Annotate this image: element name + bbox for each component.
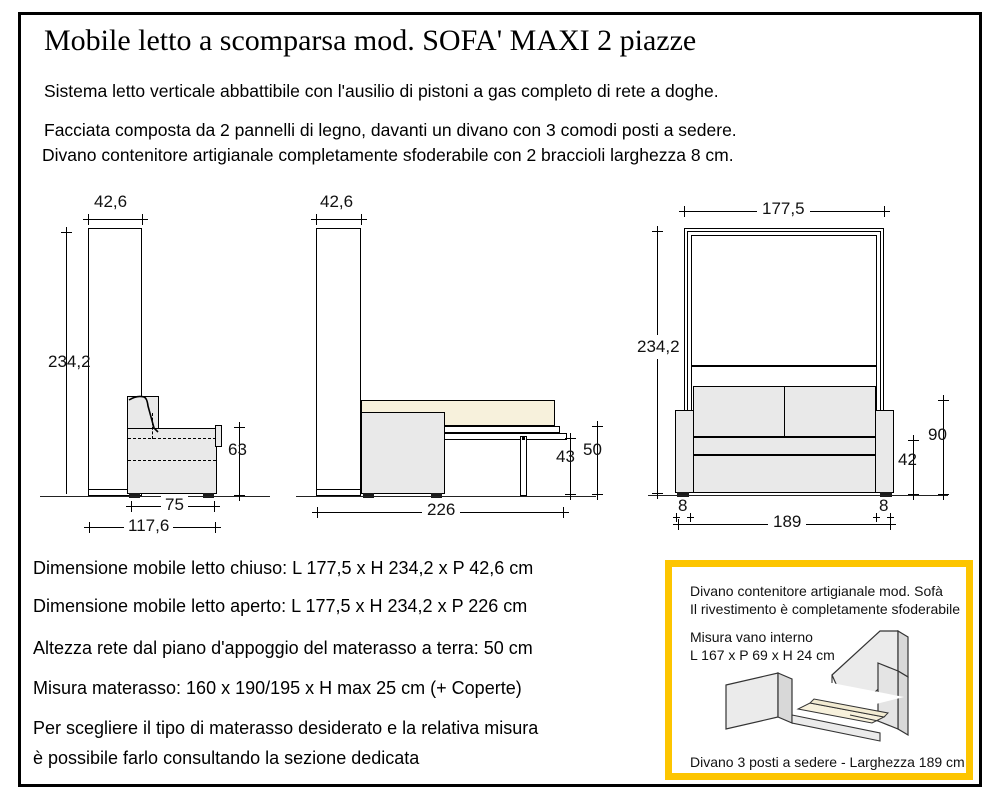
dim-label-cabinet-depth-closed: 42,6 <box>94 192 128 211</box>
dim-label-mattress-support-height: 50 <box>583 440 602 459</box>
header-line-3: Divano contenitore artigianale completamente sfoderabile con 2 braccioli larghezza 8 cm. <box>42 145 734 165</box>
dim-tick <box>938 489 949 500</box>
dim-label-cabinet-width: 177,5 <box>757 199 810 219</box>
info-line-2: Il rivestimento è completamente sfoderabile <box>690 601 961 617</box>
sofa-seat-cushion-upper <box>693 437 876 455</box>
spec-line-6: è possibile farlo consultando la sezione dedicata <box>33 748 420 768</box>
dim-tick <box>908 435 919 446</box>
page-title: Mobile letto a scomparsa mod. SOFA' MAXI 2 piazze <box>44 24 697 57</box>
info-line-4: L 167 x P 69 x H 24 cm <box>690 647 835 663</box>
spec-line-4: Misura materasso: 160 x 190/195 x H max 25 cm (+ Coperte) <box>33 678 522 698</box>
dim-label-sofa-height-front: 90 <box>928 425 947 444</box>
info-line-1: Divano contenitore artigianale mod. Sofà <box>690 583 943 599</box>
dim-label-armrest-left: 8 <box>678 496 688 515</box>
dim-tick <box>652 226 663 237</box>
wood-panel-upper-front <box>691 235 877 366</box>
dim-tick <box>679 206 690 217</box>
dim-label-sofa-width: 189 <box>768 512 806 532</box>
dim-label-armrest-right: 8 <box>879 496 889 515</box>
sofa-back-cushion-left <box>693 386 785 437</box>
dim-label-sofa-height: 63 <box>228 440 247 459</box>
dim-label-seat-height: 42 <box>898 450 917 469</box>
dim-label-total-depth-closed: 117,6 <box>124 516 173 536</box>
dim-tick <box>879 206 890 217</box>
sofa-armrest-left-front <box>675 410 694 493</box>
dim-tick-small <box>687 513 694 522</box>
info-footer: Divano 3 posti a sedere - Larghezza 189 cm <box>690 754 965 770</box>
header-line-2: Facciata composta da 2 pannelli di legno, davanti un divano con 3 comodi posti a sedere. <box>44 120 737 140</box>
spec-line-1: Dimensione mobile letto chiuso: L 177,5 x H 234,2 x P 42,6 cm <box>33 558 534 578</box>
dim-tick <box>938 395 949 406</box>
spec-line-5: Per scegliere il tipo di materasso desiderato e la relativa misura <box>33 718 539 738</box>
dim-tick <box>673 519 684 530</box>
dim-label-sofa-depth: 75 <box>161 495 188 515</box>
sofa-seat-cushion-lower <box>693 455 876 493</box>
info-line-3: Misura vano interno <box>690 629 813 645</box>
storage-sofa-info-box <box>665 560 973 780</box>
dim-label-bed-frame-height: 43 <box>556 447 575 466</box>
dim-label-height-front: 234,2 <box>637 335 680 359</box>
dim-tick <box>908 489 919 500</box>
header-line-1: Sistema letto verticale abbattibile con l'ausilio di pistoni a gas completo di rete a doghe. <box>44 81 719 101</box>
dim-tick-small <box>873 513 880 522</box>
dim-line-height-front <box>657 231 658 493</box>
floor-line-front <box>648 495 948 496</box>
storage-sofa-illustration <box>712 623 964 753</box>
spec-line-2: Dimensione mobile letto aperto: L 177,5 x H 234,2 x P 226 cm <box>33 596 528 616</box>
dim-tick <box>652 488 663 499</box>
dim-tick <box>885 519 896 530</box>
spec-line-3: Altezza rete dal piano d'appoggio del materasso a terra: 50 cm <box>33 638 533 658</box>
sofa-armrest-right-front <box>875 410 894 493</box>
sofa-back-cushion-right <box>784 386 876 437</box>
dim-label-cabinet-depth-open: 42,6 <box>320 192 354 211</box>
dim-line-sofa-height-front <box>943 400 944 494</box>
dim-label-total-depth-open: 226 <box>422 500 460 520</box>
dim-label-height-closed: 234,2 <box>48 352 91 371</box>
